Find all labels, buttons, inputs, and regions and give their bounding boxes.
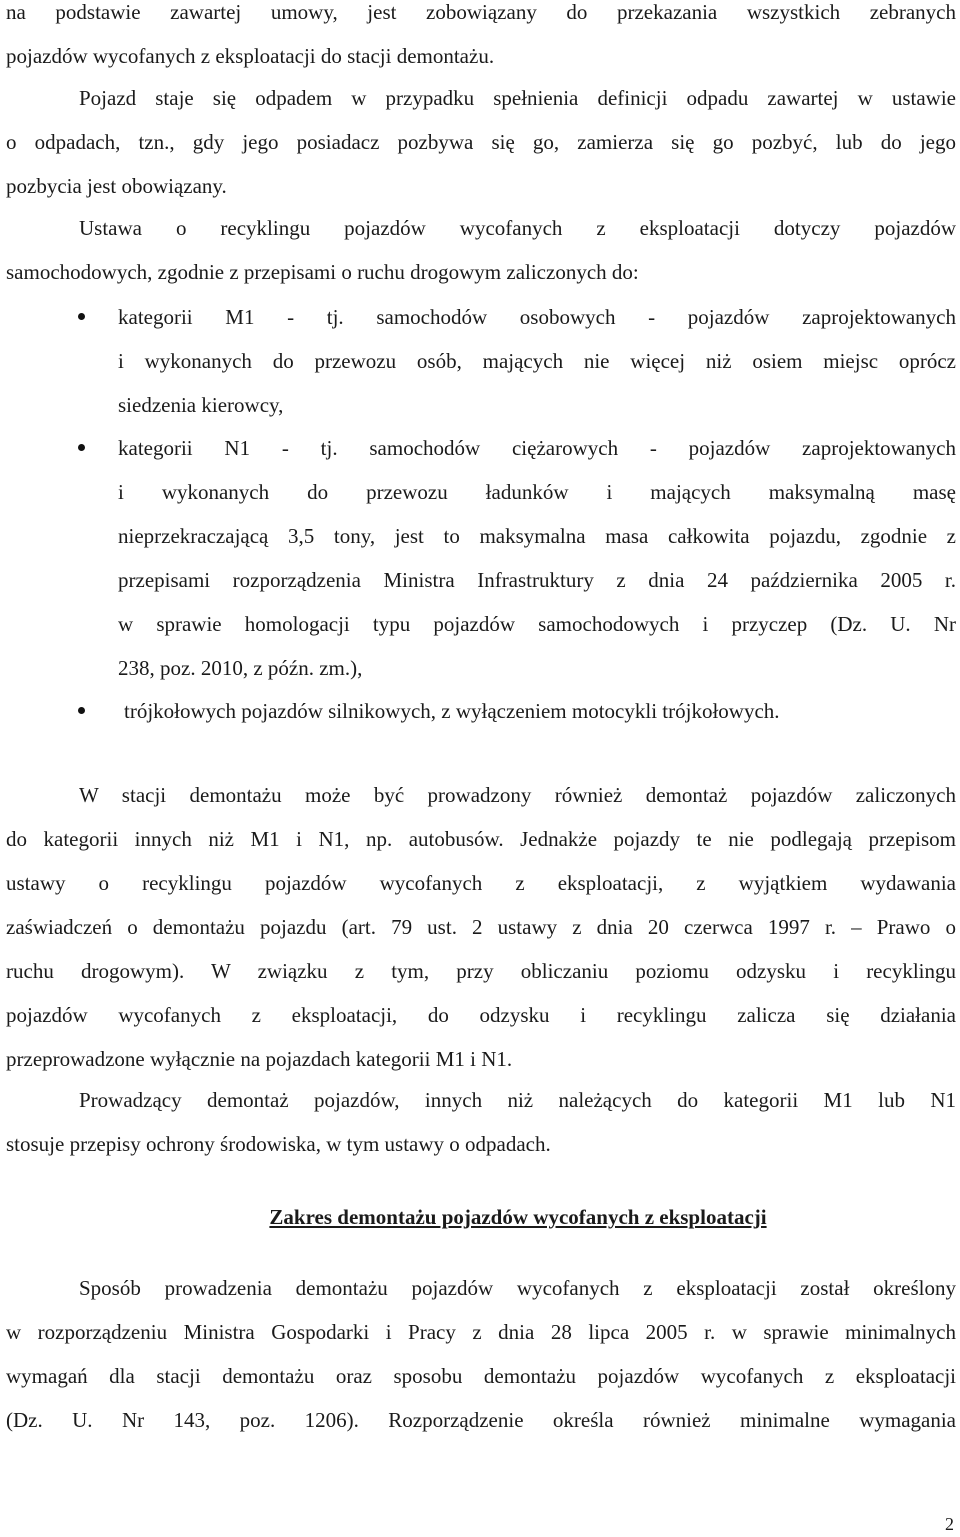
text-line: w sprawie homologacji typu pojazdów samochodowych i przyczep (Dz. U. Nr bbox=[118, 612, 956, 636]
text-line: na podstawie zawartej umowy, jest zobowiązany do przekazania wszystkich zebranych bbox=[6, 0, 956, 24]
text-line: ruchu drogowym). W związku z tym, przy obliczaniu poziomu odzysku i recyklingu bbox=[6, 959, 956, 983]
text-line: ustawy o recyklingu pojazdów wycofanych z eksploatacji, z wyjątkiem wydawania bbox=[6, 871, 956, 895]
list-item-category-n1 bbox=[118, 426, 956, 690]
text-line: W stacji demontażu może być prowadzony również demontaż pojazdów zaliczonych bbox=[79, 783, 956, 807]
text-line: stosuje przepisy ochrony środowiska, w tym ustawy o odpadach. bbox=[6, 1132, 551, 1156]
text-line: pojazdów wycofanych z eksploatacji do stacji demontażu. bbox=[6, 44, 495, 68]
text-line: i wykonanych do przewozu ładunków i mających maksymalną masę bbox=[118, 480, 956, 504]
paragraph-waste-definition bbox=[6, 76, 956, 208]
text-line: Ustawa o recyklingu pojazdów wycofanych z eksploatacji dotyczy pojazdów bbox=[79, 216, 956, 240]
text-line: siedzenia kierowcy, bbox=[118, 393, 284, 417]
list-item-tricycles bbox=[124, 689, 956, 733]
text-line: przepisami rozporządzenia Ministra Infrastruktury z dnia 24 października 2005 r. bbox=[118, 568, 956, 592]
text-line: przeprowadzone wyłącznie na pojazdach kategorii M1 i N1. bbox=[6, 1047, 513, 1071]
paragraph-dismantling-method bbox=[6, 1266, 956, 1442]
paragraph-act-scope bbox=[6, 206, 956, 294]
bullet-icon bbox=[78, 313, 85, 320]
paragraph-environmental-rules bbox=[6, 1078, 956, 1166]
page-number: 2 bbox=[945, 1514, 954, 1534]
text-line: pozbycia jest obowiązany. bbox=[6, 174, 227, 198]
paragraph-other-categories bbox=[6, 773, 956, 1081]
text-line: (Dz. U. Nr 143, poz. 1206). Rozporządzenie określa również minimalne wymagania bbox=[6, 1408, 956, 1432]
paragraph-continuation bbox=[6, 0, 956, 78]
text-line: 238, poz. 2010, z późn. zm.), bbox=[118, 656, 363, 680]
text-line: Prowadzący demontaż pojazdów, innych niż należących do kategorii M1 lub N1 bbox=[79, 1088, 956, 1112]
text-line: zaświadczeń o demontażu pojazdu (art. 79 ust. 2 ustawy z dnia 20 czerwca 1997 r. – Prawo o bbox=[6, 915, 956, 939]
text-line: samochodowych, zgodnie z przepisami o ruchu drogowym zaliczonych do: bbox=[6, 260, 639, 284]
bullet-icon bbox=[78, 707, 85, 714]
text-line: pojazdów wycofanych z eksploatacji, do odzysku i recyklingu zalicza się działania bbox=[6, 1003, 956, 1027]
text-line: w rozporządzeniu Ministra Gospodarki i Pracy z dnia 28 lipca 2005 r. w sprawie minimalnych bbox=[6, 1320, 956, 1344]
text-line: trójkołowych pojazdów silnikowych, z wyłączeniem motocykli trójkołowych. bbox=[124, 699, 780, 723]
text-line: Pojazd staje się odpadem w przypadku spełnienia definicji odpadu zawartej w ustawie bbox=[79, 86, 956, 110]
text-line: Sposób prowadzenia demontażu pojazdów wycofanych z eksploatacji został określony bbox=[79, 1276, 956, 1300]
text-line: nieprzekraczającą 3,5 tony, jest to maksymalna masa całkowita pojazdu, zgodnie z bbox=[118, 524, 956, 548]
text-line: kategorii M1 - tj. samochodów osobowych - pojazdów zaprojektowanych bbox=[118, 305, 956, 329]
text-line: do kategorii innych niż M1 i N1, np. autobusów. Jednakże pojazdy te nie podlegają przepisom bbox=[6, 827, 956, 851]
bullet-icon bbox=[78, 444, 85, 451]
text-line: i wykonanych do przewozu osób, mających nie więcej niż osiem miejsc oprócz bbox=[118, 349, 956, 373]
text-line: wymagań dla stacji demontażu oraz sposobu demontażu pojazdów wycofanych z eksploatacji bbox=[6, 1364, 956, 1388]
section-heading: Zakres demontażu pojazdów wycofanych z eksploatacji bbox=[269, 1205, 767, 1229]
text-line: kategorii N1 - tj. samochodów ciężarowych - pojazdów zaprojektowanych bbox=[118, 436, 956, 460]
text-line: o odpadach, tzn., gdy jego posiadacz pozbywa się go, zamierza się go pozbyć, lub do jego bbox=[6, 130, 956, 154]
list-item-category-m1 bbox=[118, 295, 956, 427]
